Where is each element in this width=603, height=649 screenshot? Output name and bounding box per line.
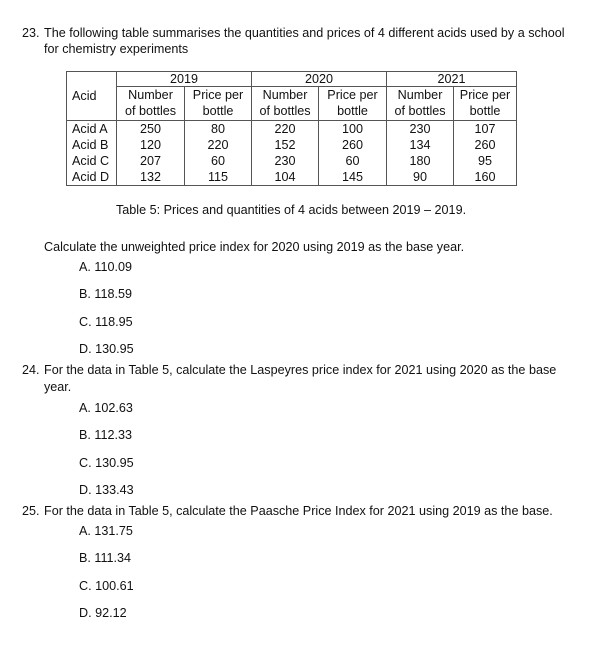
- question-23-text-line2: for chemistry experiments: [44, 42, 189, 56]
- table-cell: 260: [454, 137, 517, 153]
- table-year-2019: 2019: [117, 72, 252, 87]
- table-header-price: Price per: [185, 87, 252, 103]
- table-header-price: Price per: [319, 87, 387, 103]
- question-24-text-line2: year.: [44, 380, 72, 394]
- question-24-number: 24.: [22, 363, 40, 377]
- question-23-prompt: Calculate the unweighted price index for 2020 using 2019 as the base year.: [44, 240, 465, 254]
- table-header-bottle: bottle: [319, 102, 387, 121]
- table-row: [67, 153, 517, 169]
- table-row: [67, 169, 517, 186]
- q23-option-b[interactable]: B. 118.59: [79, 287, 132, 301]
- table-cell: 152: [252, 137, 319, 153]
- q23-option-c[interactable]: C. 118.95: [79, 315, 133, 329]
- table-caption: Table 5: Prices and quantities of 4 acids between 2019 – 2019.: [116, 203, 467, 217]
- table-header-acid: Acid: [67, 72, 117, 121]
- table-cell: 100: [319, 121, 387, 138]
- table-cell: 207: [117, 153, 185, 169]
- table-header-row-1: [67, 87, 517, 103]
- table-cell: 120: [117, 137, 185, 153]
- q24-option-b[interactable]: B. 112.33: [79, 428, 132, 442]
- table-cell-acid: Acid A: [67, 121, 117, 138]
- table-header-row-2: [67, 102, 517, 121]
- q24-option-c[interactable]: C. 130.95: [79, 456, 134, 470]
- question-24-text-line1: For the data in Table 5, calculate the Laspeyres price index for 2021 using 2020 as the base: [44, 363, 557, 377]
- table-year-2021: 2021: [387, 72, 517, 87]
- table-cell: 134: [387, 137, 454, 153]
- table-cell: 220: [185, 137, 252, 153]
- q25-option-a[interactable]: A. 131.75: [79, 524, 133, 538]
- table-header-bottle: bottle: [185, 102, 252, 121]
- question-25-number: 25.: [22, 504, 40, 518]
- table-cell: 107: [454, 121, 517, 138]
- table-cell-acid: Acid C: [67, 153, 117, 169]
- q24-option-d[interactable]: D. 133.43: [79, 483, 134, 497]
- table-cell: 260: [319, 137, 387, 153]
- question-23-text-line1: The following table summarises the quantities and prices of 4 different acids used by a school: [44, 26, 565, 40]
- table-cell: 115: [185, 169, 252, 186]
- acids-table: [66, 71, 517, 186]
- table-cell: 95: [454, 153, 517, 169]
- table-cell: 104: [252, 169, 319, 186]
- q24-option-a[interactable]: A. 102.63: [79, 401, 133, 415]
- table-header-bottle: bottle: [454, 102, 517, 121]
- q25-option-c[interactable]: C. 100.61: [79, 579, 134, 593]
- table-cell: 230: [387, 121, 454, 138]
- table-cell: 230: [252, 153, 319, 169]
- table-row: [67, 137, 517, 153]
- table-cell: 60: [319, 153, 387, 169]
- table-cell: 90: [387, 169, 454, 186]
- q23-option-d[interactable]: D. 130.95: [79, 342, 134, 356]
- table-year-row: [67, 72, 517, 87]
- q25-option-d[interactable]: D. 92.12: [79, 606, 127, 620]
- table-cell: 160: [454, 169, 517, 186]
- table-header-bottles: of bottles: [117, 102, 185, 121]
- table-cell: 145: [319, 169, 387, 186]
- question-25-text-line1: For the data in Table 5, calculate the Paasche Price Index for 2021 using 2019 as the base.: [44, 504, 553, 518]
- table-header-price: Price per: [454, 87, 517, 103]
- table-cell: 132: [117, 169, 185, 186]
- table-cell: 80: [185, 121, 252, 138]
- question-23-number: 23.: [22, 26, 40, 40]
- table-header-bottles: of bottles: [252, 102, 319, 121]
- table-year-2020: 2020: [252, 72, 387, 87]
- table-cell: 250: [117, 121, 185, 138]
- q25-option-b[interactable]: B. 111.34: [79, 551, 132, 565]
- table-header-number: Number: [117, 87, 185, 103]
- table-cell-acid: Acid B: [67, 137, 117, 153]
- table-header-bottles: of bottles: [387, 102, 454, 121]
- table-cell-acid: Acid D: [67, 169, 117, 186]
- table-cell: 220: [252, 121, 319, 138]
- table-header-number: Number: [387, 87, 454, 103]
- table-cell: 180: [387, 153, 454, 169]
- table-row: [67, 121, 517, 138]
- table-cell: 60: [185, 153, 252, 169]
- q23-option-a[interactable]: A. 110.09: [79, 260, 132, 274]
- table-header-number: Number: [252, 87, 319, 103]
